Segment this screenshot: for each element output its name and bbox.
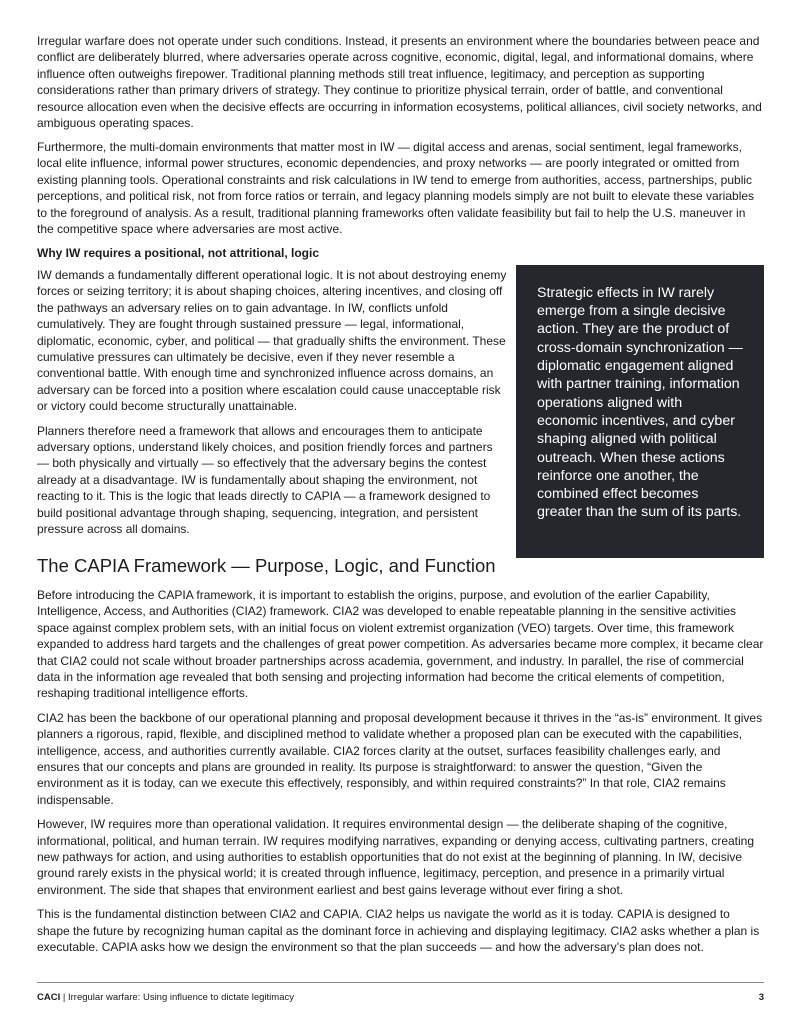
left-column	[37, 267, 507, 546]
footer-document-title: Irregular warfare: Using influence to dictate legitimacy	[67, 992, 294, 1003]
section-heading: The CAPIA Framework — Purpose, Logic, and Function	[37, 554, 496, 576]
footer-separator: |	[60, 992, 68, 1003]
logic-paragraph-2: Planners therefore need a framework that allows and encourages them to anticipate adversary options, understand likely choices, and position friendly forces and partners — both physically and virtually — so effectively that the adversary begins the contest already at a disadvantage. IW is fundamentally about shaping the environment, not reacting to it. This is the logic that leads directly to CAPIA — a framework designed to build positional advantage through shaping, sequencing, integration, and persistent pressure across all domains.	[37, 423, 493, 536]
capia-paragraph-3: However, IW requires more than operational validation. It requires environmental design — the deliberate shaping of the cognitive, informational, political, and human terrain. IW requires modifying narratives, expanding or denying access, cultivating partners, creating new pathways for action, and using authorities to establish opportunities that do not exist at the beginning of planning. In IW, decisive ground rarely exists in the physical world; it is created through influence, legitimacy, perception, and presence in a primarily virtual environment. The side that shapes that environment earliest and best gains leverage without ever firing a shot.	[37, 817, 755, 897]
intro-paragraph-2: Furthermore, the multi-domain environments that matter most in IW — digital access and arenas, social sentiment, legal frameworks, local elite influence, informal power structures, economic dependencies, and proxy networks — are poorly integrated or omitted from existing planning tools. Operational constraints and risk calculations in IW tend to emerge from authorities, access, partnerships, public perceptions, and political risk, not from force ratios or terrain, and legacy planning models simply are not built to elevate these variables to the foreground of analysis. As a result, traditional planning frameworks often validate feasibility but fail to help the U.S. maneuver in the competitive space where adversaries are most active.	[37, 139, 755, 236]
page-content	[37, 33, 764, 963]
page-number: 3	[758, 992, 764, 1003]
capia-paragraph-4: This is the fundamental distinction between CIA2 and CAPIA. CIA2 helps us navigate the world as it is today. CAPIA is designed to shape the future by recognizing human capital as the dominant force in achieving and displaying legitimacy. CIA2 asks whether a plan is executable. CAPIA asks how we design the environment so that the plan succeeds — and how the adversary’s plan does not.	[37, 907, 760, 954]
capia-paragraph-1: Before introducing the CAPIA framework, it is important to establish the origins, purpose, and evolution of the earlier Capability, Intelligence, Access, and Authorities (CIA2) framework. CIA2 was developed to enable repeatable planning in the sensitive activities space against complex problem sets, with an initial focus on violent extremist organization (VEO) targets. Over time, this framework expanded to address hard targets and the challenges of great power competition. As adversaries became more complex, it became clear that CIA2 could not scale without broader partnerships across academia, government, and industry. In parallel, the rise of commercial data in the information age revealed that both sensing and projecting information had become the critical elements of competition, reshaping traditional intelligence efforts.	[37, 587, 764, 701]
footer-brand: CACI	[37, 992, 61, 1003]
capia-section	[37, 587, 764, 956]
intro-paragraph-1: Irregular warfare does not operate under such conditions. Instead, it presents an environment where the boundaries between peace and conflict are deliberately blurred, where adversaries operate across cognitive, economic, digital, legal, and informational domains, where influence often outweighs firepower. Traditional planning methods still treat influence, legitimacy, and perception as supporting considerations rather than primary drivers of strategy. They continue to prioritize physical terrain, order of battle, and conventional resource allocation even when the decisive effects are occurring in information ecosystems, political alliances, civil society networks, and ambiguous operating spaces.	[37, 34, 762, 131]
footer-divider	[37, 982, 764, 983]
section-subheading: Why IW requires a positional, not attritional, logic	[37, 245, 320, 260]
capia-paragraph-2: CIA2 has been the backbone of our operational planning and proposal development because it thrives in the “as-is” environment. It gives planners a rigorous, rapid, flexible, and disciplined method to validate whether a proposed plan can be executed with the capabilities, intelligence, access, and authorities currently available. CIA2 forces clarity at the outset, surfaces feasibility challenges early, and ensures that our concepts and plans are grounded in reality. Its purpose is straightforward: to answer the question, “Given the environment as it is today, can we execute this effectively, responsibly, and within required constraints?” In that role, CIA2 remains indispensable.	[37, 710, 763, 807]
page-footer	[37, 991, 764, 1005]
intro-section	[37, 33, 764, 237]
two-column-section	[37, 267, 764, 552]
footer-title-line	[37, 991, 294, 1005]
logic-paragraph-1: IW demands a fundamentally different operational logic. It is not about destroying enemy forces or seizing territory; it is about shaping choices, altering incentives, and closing off the pathways an adversary relies on to gain advantage. In IW, conflicts unfold cumulatively. They are fought through sustained pressure — legal, informational, diplomatic, economic, cyber, and political — that gradually shifts the environment. These cumulative pressures can ultimately be decisive, even if they never resemble a conventional battle. With enough time and synchronized influence across domains, an adversary can be forced into a position where escalation could cause unacceptable risk or victory could become structurally unattainable.	[37, 267, 507, 414]
pull-quote-callout	[516, 265, 764, 558]
pull-quote-text: Strategic effects in IW rarely emerge from a single decisive action. They are the product of cross-domain synchronization — diplomatic engagement aligned with partner training, information operations aligned with economic incentives, and cyber shaping aligned with political outreach. When these actions reinforce one another, the combined effect becomes greater than the sum of its parts.	[537, 284, 743, 521]
